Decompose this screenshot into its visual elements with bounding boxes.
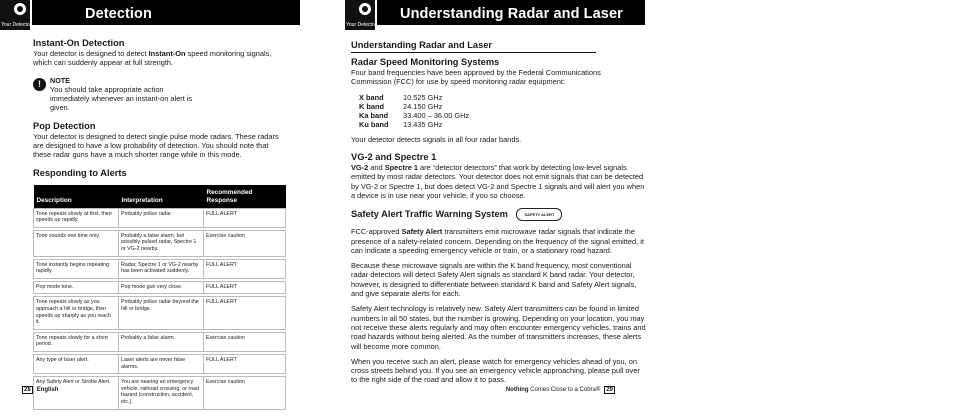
table-row	[34, 354, 286, 373]
right-content	[351, 40, 648, 385]
table-cell: Probably police radar beyond the hill or bridge.	[119, 297, 204, 329]
speed-systems-intro: Four band frequencies have been approved by the Federal Communications Commission (FCC) for use by speed monitoring radar equipment:	[351, 68, 601, 87]
safety-paragraph-1	[351, 227, 648, 255]
safety-p1-b: transmitters emit microwave radar signals that indicate the presence of a safety-related concern. Depending on the frequency of the signal emitted, it can indicate a speeding emergency vehicle or train, or a stationary road hazard.	[351, 227, 644, 255]
band-name: K band	[359, 101, 385, 111]
safety-paragraph-2: Because these microwave signals are within the K band frequency, most conventional radar detectors will detect Safety Alert signals as standard K band radar. Your detector, however, is designed to differentiate between standard K band and Safety Alert signals, and give separate alerts for each.	[351, 261, 637, 299]
table-cell: Exercise caution	[204, 377, 286, 409]
band-name: X band	[359, 92, 384, 102]
warning-icon: !	[33, 78, 46, 91]
table-cell: FULL ALERT	[204, 208, 286, 227]
safety-alert-logo-icon: SAFETY ALERT	[516, 208, 562, 221]
table-cell: Any Safety Alert or Strobe Alert.	[34, 377, 119, 409]
table-cell: Pop mode gun very close.	[119, 281, 204, 294]
table-cell: FULL ALERT	[204, 259, 286, 278]
band-frequency: 13.435 GHz	[403, 120, 443, 130]
safety-heading-text: Safety Alert Traffic Warning System	[351, 209, 508, 220]
band-frequency: 10.525 GHz	[403, 92, 443, 102]
band-row	[359, 111, 648, 120]
tab-label: Your Detector	[346, 22, 377, 28]
table-row	[34, 281, 286, 294]
safety-heading	[351, 208, 648, 221]
table-cell: Pop mode tone.	[34, 281, 119, 294]
table-cell: Probably a false alarm, but possibly pulsed radar, Spectre 1 or VG-2 nearby.	[119, 230, 204, 256]
instant-on-text-b: speed monitoring signals, which can suddenly appear at full strength.	[33, 49, 272, 68]
table-cell: Probably police radar.	[119, 208, 204, 227]
table-cell: Tone repeats slowly for a short period.	[34, 332, 119, 351]
band-name: Ka band	[359, 111, 389, 121]
tab-label: Your Detector	[1, 22, 32, 28]
table-cell: FULL ALERT	[204, 354, 286, 373]
page-title: Understanding Radar and Laser	[400, 6, 623, 22]
speed-systems-outro: Your detector detects signals in all four radar bands.	[351, 134, 522, 144]
section-tab	[0, 0, 30, 30]
table-row	[34, 297, 286, 329]
table-row	[34, 332, 286, 351]
section-tab	[345, 0, 375, 30]
footer-language: English	[36, 387, 59, 393]
vg2-bold-a: VG-2	[351, 163, 369, 173]
table-cell: Tone sounds one time only.	[34, 230, 119, 256]
band-frequency: 24.150 GHz	[403, 101, 443, 111]
table-cell: Probably a false alarm.	[119, 332, 204, 351]
vg2-text-a: and	[368, 163, 385, 173]
band-frequency: 33.400 – 36.00 GHz	[403, 111, 470, 121]
pop-text: Your detector is designed to detect single pulse mode radars. These radars are designed to have a low probability of detection. You should note that these radar guns have a much shorter range while in this mode.	[33, 131, 279, 160]
page-title: Detection	[85, 6, 152, 22]
band-name: Ku band	[359, 120, 389, 130]
table-cell: FULL ALERT	[204, 297, 286, 329]
pop-heading: Pop Detection	[33, 120, 96, 131]
instant-on-text-bold: Instant-On	[148, 49, 186, 58]
instant-on-heading: Instant-On Detection	[33, 38, 125, 48]
note-text: You should take appropriate action immediately whenever an instant-on alert is given.	[50, 84, 193, 113]
table-cell: Tone instantly begins repeating rapidly.	[34, 259, 119, 278]
table-cell: Exercise caution	[204, 230, 286, 256]
title-banner	[32, 0, 300, 25]
right-page	[345, 0, 645, 420]
table-cell: FULL ALERT	[204, 281, 286, 294]
cobra-logo-icon	[359, 3, 371, 15]
left-page	[0, 0, 300, 420]
table-cell: Any type of laser alert.	[34, 354, 119, 373]
table-cell: Laser alerts are never false alarms.	[119, 354, 204, 373]
section-title: Understanding Radar and Laser	[351, 40, 596, 53]
responding-heading: Responding to Alerts	[33, 167, 127, 178]
title-banner	[377, 0, 645, 25]
vg2-heading: VG-2 and Spectre 1	[351, 152, 437, 163]
safety-paragraph-3: Safety Alert technology is relatively new. Safety Alert transmitters can be found in limited numbers in all 50 states, but the number is growing. Depending on your location, you may not receive these alerts regularly and may often encounter emergency vehicles, trains and road hazards without being alerted. As the number of transmitters increases, these alerts will become more common.	[351, 304, 646, 351]
band-list	[359, 93, 648, 130]
safety-p1-a: FCC-approved	[351, 227, 402, 237]
note-box	[33, 76, 286, 113]
table-cell: Exercise caution	[204, 332, 286, 351]
page-number: 29	[606, 387, 613, 393]
instant-on-text-a: Your detector is designed to detect	[33, 49, 149, 58]
vg2-text-b: are “detector detectors” that work by detecting low-level signals emitted by most radar detectors. Your detector does not emit signals that can be detected by VG-2 or Spectre 1, but does detect VG-2 and Spectre 1 signals and will alert you when a device is in use near your vehicle, if you so choose.	[351, 163, 645, 200]
page-number: 28	[24, 387, 31, 393]
footer-tagline-rest: Comes Close to a Cobra®	[528, 387, 601, 393]
right-footer	[506, 386, 615, 394]
table-row	[34, 230, 286, 256]
band-row	[359, 93, 648, 102]
alerts-table	[33, 185, 286, 410]
cobra-logo-icon	[14, 3, 26, 15]
footer-tagline-bold: Nothing	[505, 387, 529, 393]
table-header-row	[34, 185, 286, 209]
left-content	[33, 38, 286, 410]
column-header: Description	[34, 185, 119, 209]
table-row	[34, 259, 286, 278]
band-row	[359, 102, 648, 111]
left-footer	[22, 386, 58, 394]
safety-p1-bold: Safety Alert	[401, 227, 443, 237]
column-header: Recommended Response	[204, 185, 286, 209]
footer-tagline	[506, 387, 600, 393]
table-cell: You are nearing an emergency vehicle, railroad crossing, or road hazard (construction, accident, etc.).	[119, 377, 204, 409]
safety-paragraph-4: When you receive such an alert, please watch for emergency vehicles ahead of you, on cross streets behind you. If you see an emergency vehicle approaching, please pull over to the right side of the road and allow it to pass.	[351, 356, 640, 385]
alerts-table-body	[34, 208, 286, 409]
table-row	[34, 208, 286, 227]
table-cell: Tone repeats slowly as you approach a hill or bridge, then speeds up sharply as you reach it.	[34, 297, 119, 329]
vg2-text	[351, 163, 648, 200]
column-header: Interpretation	[119, 185, 204, 209]
table-cell: Tone repeats slowly at first, then speeds up rapidly.	[34, 208, 119, 227]
table-row	[34, 377, 286, 409]
table-cell: Radar, Spectre 1 or VG-2 nearby has been activated suddenly.	[119, 259, 204, 278]
note-title: NOTE	[50, 75, 70, 85]
band-row	[359, 120, 648, 129]
vg2-bold-b: Spectre 1	[384, 163, 418, 173]
speed-systems-heading: Radar Speed Monitoring Systems	[351, 57, 500, 67]
instant-on-text	[33, 49, 286, 68]
